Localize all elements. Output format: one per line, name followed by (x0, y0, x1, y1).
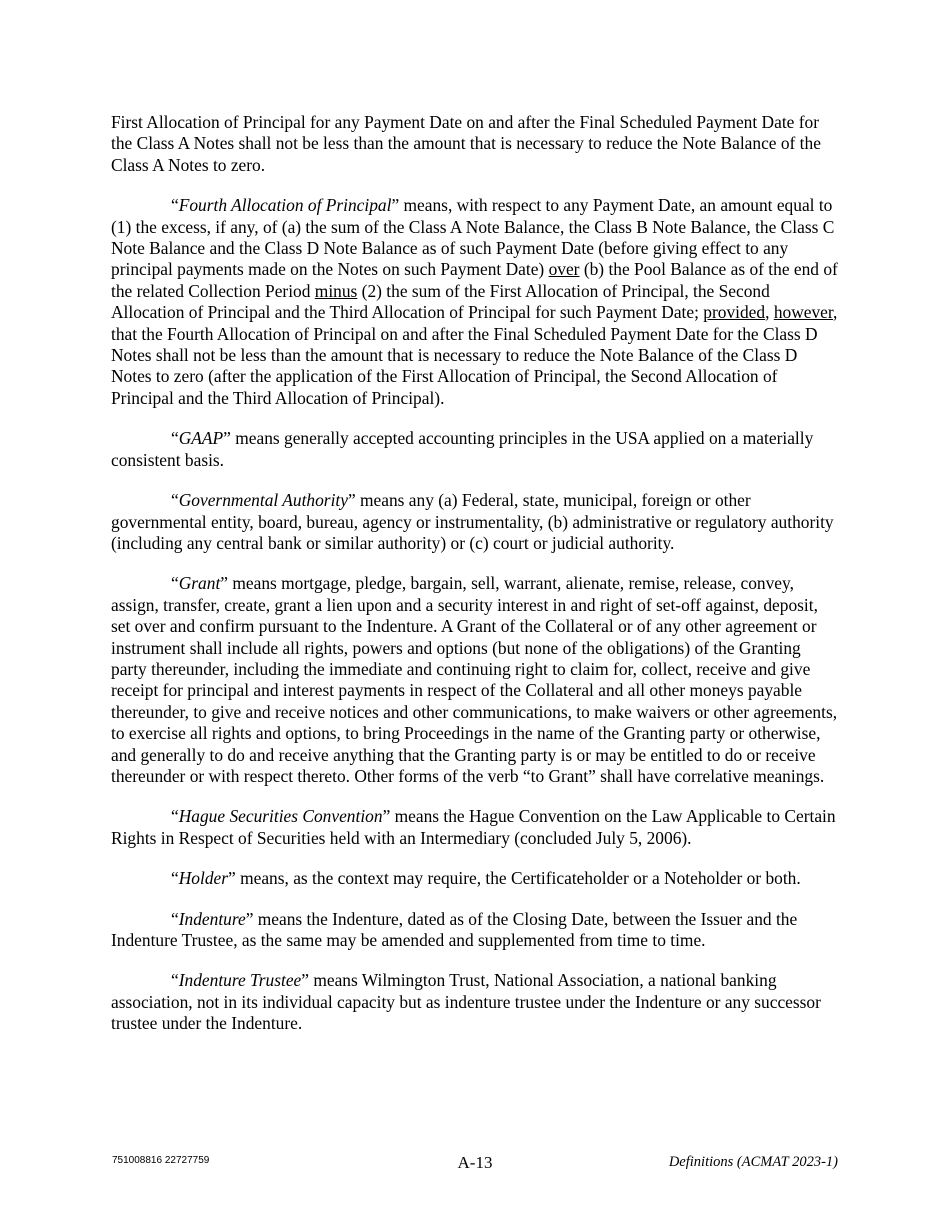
definition-text: , that the Fourth Allocation of Principal on and after the Final Scheduled Payment Date for the Class D Notes shall not be less than the amount that is necessary to reduce the Note Balance of the Class D Notes to zero (after the application of the First Allocation of Principal, the Second Allocation of Principal and the Third Allocation of Principal). (111, 302, 838, 408)
defined-term: Fourth Allocation of Principal (178, 195, 392, 216)
definition-text: ” means generally accepted accounting principles in the USA applied on a materially consistent basis. (111, 428, 814, 470)
definition-text: ” means mortgage, pledge, bargain, sell, warrant, alienate, remise, release, convey, assign, transfer, create, grant a lien upon and a security interest in and right of set-off against, deposit, set over and confirm pursuant to the Indenture. A Grant of the Collateral or of any other agreement or instrument shall include all rights, powers and options (but none of the obligations) of the Granting party thereunder, including the immediate and continuing right to claim for, collect, receive and give receipt for principal and interest payments in respect of the Collateral and all other moneys payable thereunder, to give and receive notices and other communications, to make waivers or other agreements, to exercise all rights and options, to bring Proceedings in the name of the Granting party or otherwise, and generally to do and receive anything that the Granting party is or may be entitled to do or receive thereunder or with respect thereto. Other forms of the verb “to Grant” shall have correlative meanings. (111, 573, 838, 786)
definition-governmental-authority: “Governmental Authority” means any (a) Federal, state, municipal, foreign or other governmental entity, board, bureau, agency or instrumentality, (b) administrative or regulatory authority (including any central bank or similar authority) or (c) court or judicial authority. (111, 490, 834, 553)
definition-gaap: “GAAP” means generally accepted accounting principles in the USA applied on a materially consistent basis. (111, 428, 814, 470)
defined-term: Governmental Authority (178, 490, 348, 511)
defined-term: Hague Securities Convention (178, 806, 383, 827)
defined-term: Grant (178, 573, 221, 594)
footer-page-number: A-13 (457, 1153, 493, 1172)
document-body (111, 112, 839, 1054)
defined-term: Indenture (178, 908, 246, 929)
definition-text: ” means the Hague Convention on the Law Applicable to Certain Rights in Respect of Securities held with an Intermediary (concluded July 5, 2006). (111, 806, 836, 848)
paragraph-first-allocation-continuation (111, 112, 839, 176)
definition-text: ” means any (a) Federal, state, municipal, foreign or other governmental entity, board, bureau, agency or instrumentality, (b) administrative or regulatory authority (including any central bank or similar authority) or (c) court or judicial authority. (111, 490, 834, 553)
definition-fourth-allocation-of-principal: “Fourth Allocation of Principal” means, with respect to any Payment Date, an amount equal to (1) the excess, if any, of (a) the sum of the Class A Note Balance, the Class B Note Balance, the Class C Note Balance and the Class D Note Balance as of such Payment Date (before giving effect to any principal payments made on the Notes on such Payment Date) over (b) the Pool Balance as of the end of the related Collection Period minus (2) the sum of the First Allocation of Principal, the Second Allocation of Principal and the Third Allocation of Principal for such Payment Date; provided, however, that the Fourth Allocation of Principal on and after the Final Scheduled Payment Date for the Class D Notes shall not be less than the amount that is necessary to reduce the Note Balance of the Class D Notes to zero (after the application of the First Allocation of Principal, the Second Allocation of Principal and the Third Allocation of Principal). (111, 195, 838, 408)
paragraph-text: First Allocation of Principal for any Payment Date on and after the Final Scheduled Payment Date for the Class A Notes shall not be less than the amount that is necessary to reduce the Note Balance of the Class A Notes to zero. (111, 112, 821, 175)
definition-indenture: “Indenture” means the Indenture, dated as of the Closing Date, between the Issuer and the Indenture Trustee, as the same may be amended and supplemented from time to time. (111, 908, 798, 950)
underlined-word-over: over (548, 259, 580, 280)
definition-hague-securities-convention: “Hague Securities Convention” means the Hague Convention on the Law Applicable to Certain Rights in Respect of Securities held with an Intermediary (concluded July 5, 2006). (111, 806, 836, 848)
definition-grant: “Grant” means mortgage, pledge, bargain, sell, warrant, alienate, remise, release, convey, assign, transfer, create, grant a lien upon and a security interest in and right of set-off against, deposit, set over and confirm pursuant to the Indenture. A Grant of the Collateral or of any other agreement or instrument shall include all rights, powers and options (but none of the obligations) of the Granting party thereunder, including the immediate and continuing right to claim for, collect, receive and give receipt for principal and interest payments in respect of the Collateral and all other moneys payable thereunder, to give and receive notices and other communications, to make waivers or other agreements, to exercise all rights and options, to bring Proceedings in the name of the Granting party or otherwise, and generally to do and receive anything that the Granting party is or may be entitled to do or receive thereunder or with respect thereto. Other forms of the verb “to Grant” shall have correlative meanings. (111, 573, 838, 786)
underlined-word-minus: minus (314, 280, 358, 301)
definition-indenture-trustee: “Indenture Trustee” means Wilmington Trust, National Association, a national banking association, not in its individual capacity but as indenture trustee under the Indenture or any successor trustee under the Indenture. (111, 970, 821, 1034)
defined-term: Indenture Trustee (178, 970, 302, 991)
underlined-word-however: however (773, 302, 833, 323)
footer-document-id: 751008816 22727759 (112, 1155, 210, 1166)
defined-term: Holder (178, 868, 229, 889)
underlined-word-provided: provided (703, 302, 766, 323)
footer-document-title: Definitions (ACMAT 2023-1) (668, 1154, 838, 1170)
definition-text: ” means the Indenture, dated as of the Closing Date, between the Issuer and the Indenture Trustee, as the same may be amended and supplemented from time to time. (111, 908, 798, 950)
definition-text: ” means Wilmington Trust, National Association, a national banking association, not in its individual capacity but as indenture trustee under the Indenture or any successor trustee under the Indenture. (111, 970, 821, 1034)
definition-text: (2) the sum of the First Allocation of Principal, the Second Allocation of Principal and the Third Allocation of Principal for such Payment Date; (111, 280, 770, 323)
defined-term: GAAP (178, 428, 224, 449)
definition-text: ” means, as the context may require, the Certificateholder or a Noteholder or both. (228, 868, 801, 889)
definition-text: ” means, with respect to any Payment Date, an amount equal to (1) the excess, if any, of (a) the sum of the Class A Note Balance, the Class B Note Balance, the Class C Note Balance and the Class D Note Balance as of such Payment Date (before giving effect to any principal payments made on the Notes on such Payment Date) (111, 195, 835, 280)
definition-text: , (765, 302, 774, 323)
definition-holder: “Holder” means, as the context may require, the Certificateholder or a Noteholder or both. (171, 868, 801, 889)
definition-text: (b) the Pool Balance as of the end of the related Collection Period (111, 259, 838, 301)
